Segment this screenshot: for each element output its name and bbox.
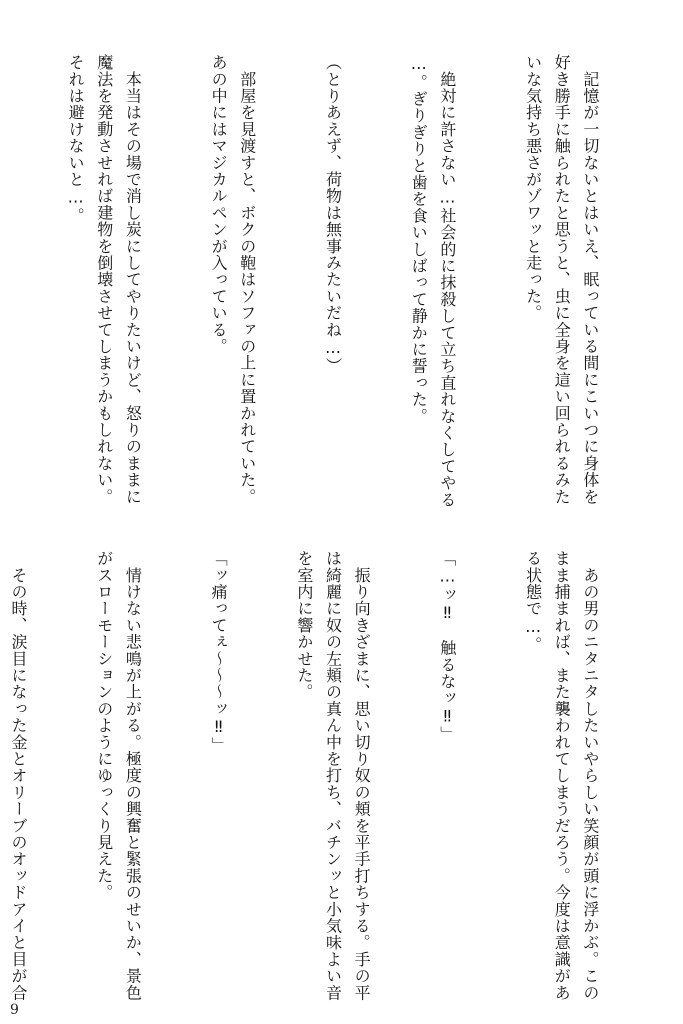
paragraph: 振り向きざまに、思い切り奴の頬を平手打ちする。手の平 は綺麗に奴の左頬の真ん中を打ち、バチンッと小気味よい音 を室内に響かせた。 bbox=[294, 550, 372, 1001]
page-number: 9 bbox=[10, 1002, 19, 1018]
paragraph: あの男のニタニタしたいやらしい笑顔が頭に浮かぶ。この まま捕まれば、また襲われてしまうだろう。今度は意識があ る状態で…。 bbox=[523, 550, 600, 1001]
paragraph: 情けない悲鳴が上がる。極度の興奮と緊張のせいか、景色 がスローモーションのようにゆっくり見えた。 bbox=[94, 550, 143, 1001]
paragraph: 「ッ痛ってぇ〜〜〜ッ‼」 bbox=[209, 550, 229, 754]
paragraph: その時、涙目になった金とオリーブのオッドアイと目が合 bbox=[8, 566, 28, 1001]
upper-text-block bbox=[23, 54, 661, 506]
paragraph: 本当はその場で消し炭にしてやりたいけど、怒りのままに 魔法を発動させれば建物を倒壊させてしまうかもしれない。 それは避けないと…。 bbox=[66, 54, 143, 505]
paragraph: 「…ッ‼ 触るなッ‼」 bbox=[437, 550, 457, 743]
paragraph bbox=[0, 54, 3, 506]
paragraph: 絶対に許さない…社会的に抹殺して立ち直れなくしてやる …。ぎりぎりと歯を食いしばって静かに誓った。 bbox=[409, 54, 457, 508]
paragraph: （とりあえず、荷物は無事みたいだね…） bbox=[323, 54, 343, 375]
paragraph: 記憶が一切ないとはいえ、眠っている間にこいつに身体を 好き勝手に触られたと思うと、虫に全身を這い回られるみた いな気持ち悪さがゾワッと走った。 bbox=[523, 54, 600, 505]
lower-text-block bbox=[8, 550, 661, 1002]
paragraph: 部屋を見渡すと、ボクの鞄はソファの上に置かれていた。 あの中にはマジカルペンが入っている。 bbox=[209, 54, 257, 505]
